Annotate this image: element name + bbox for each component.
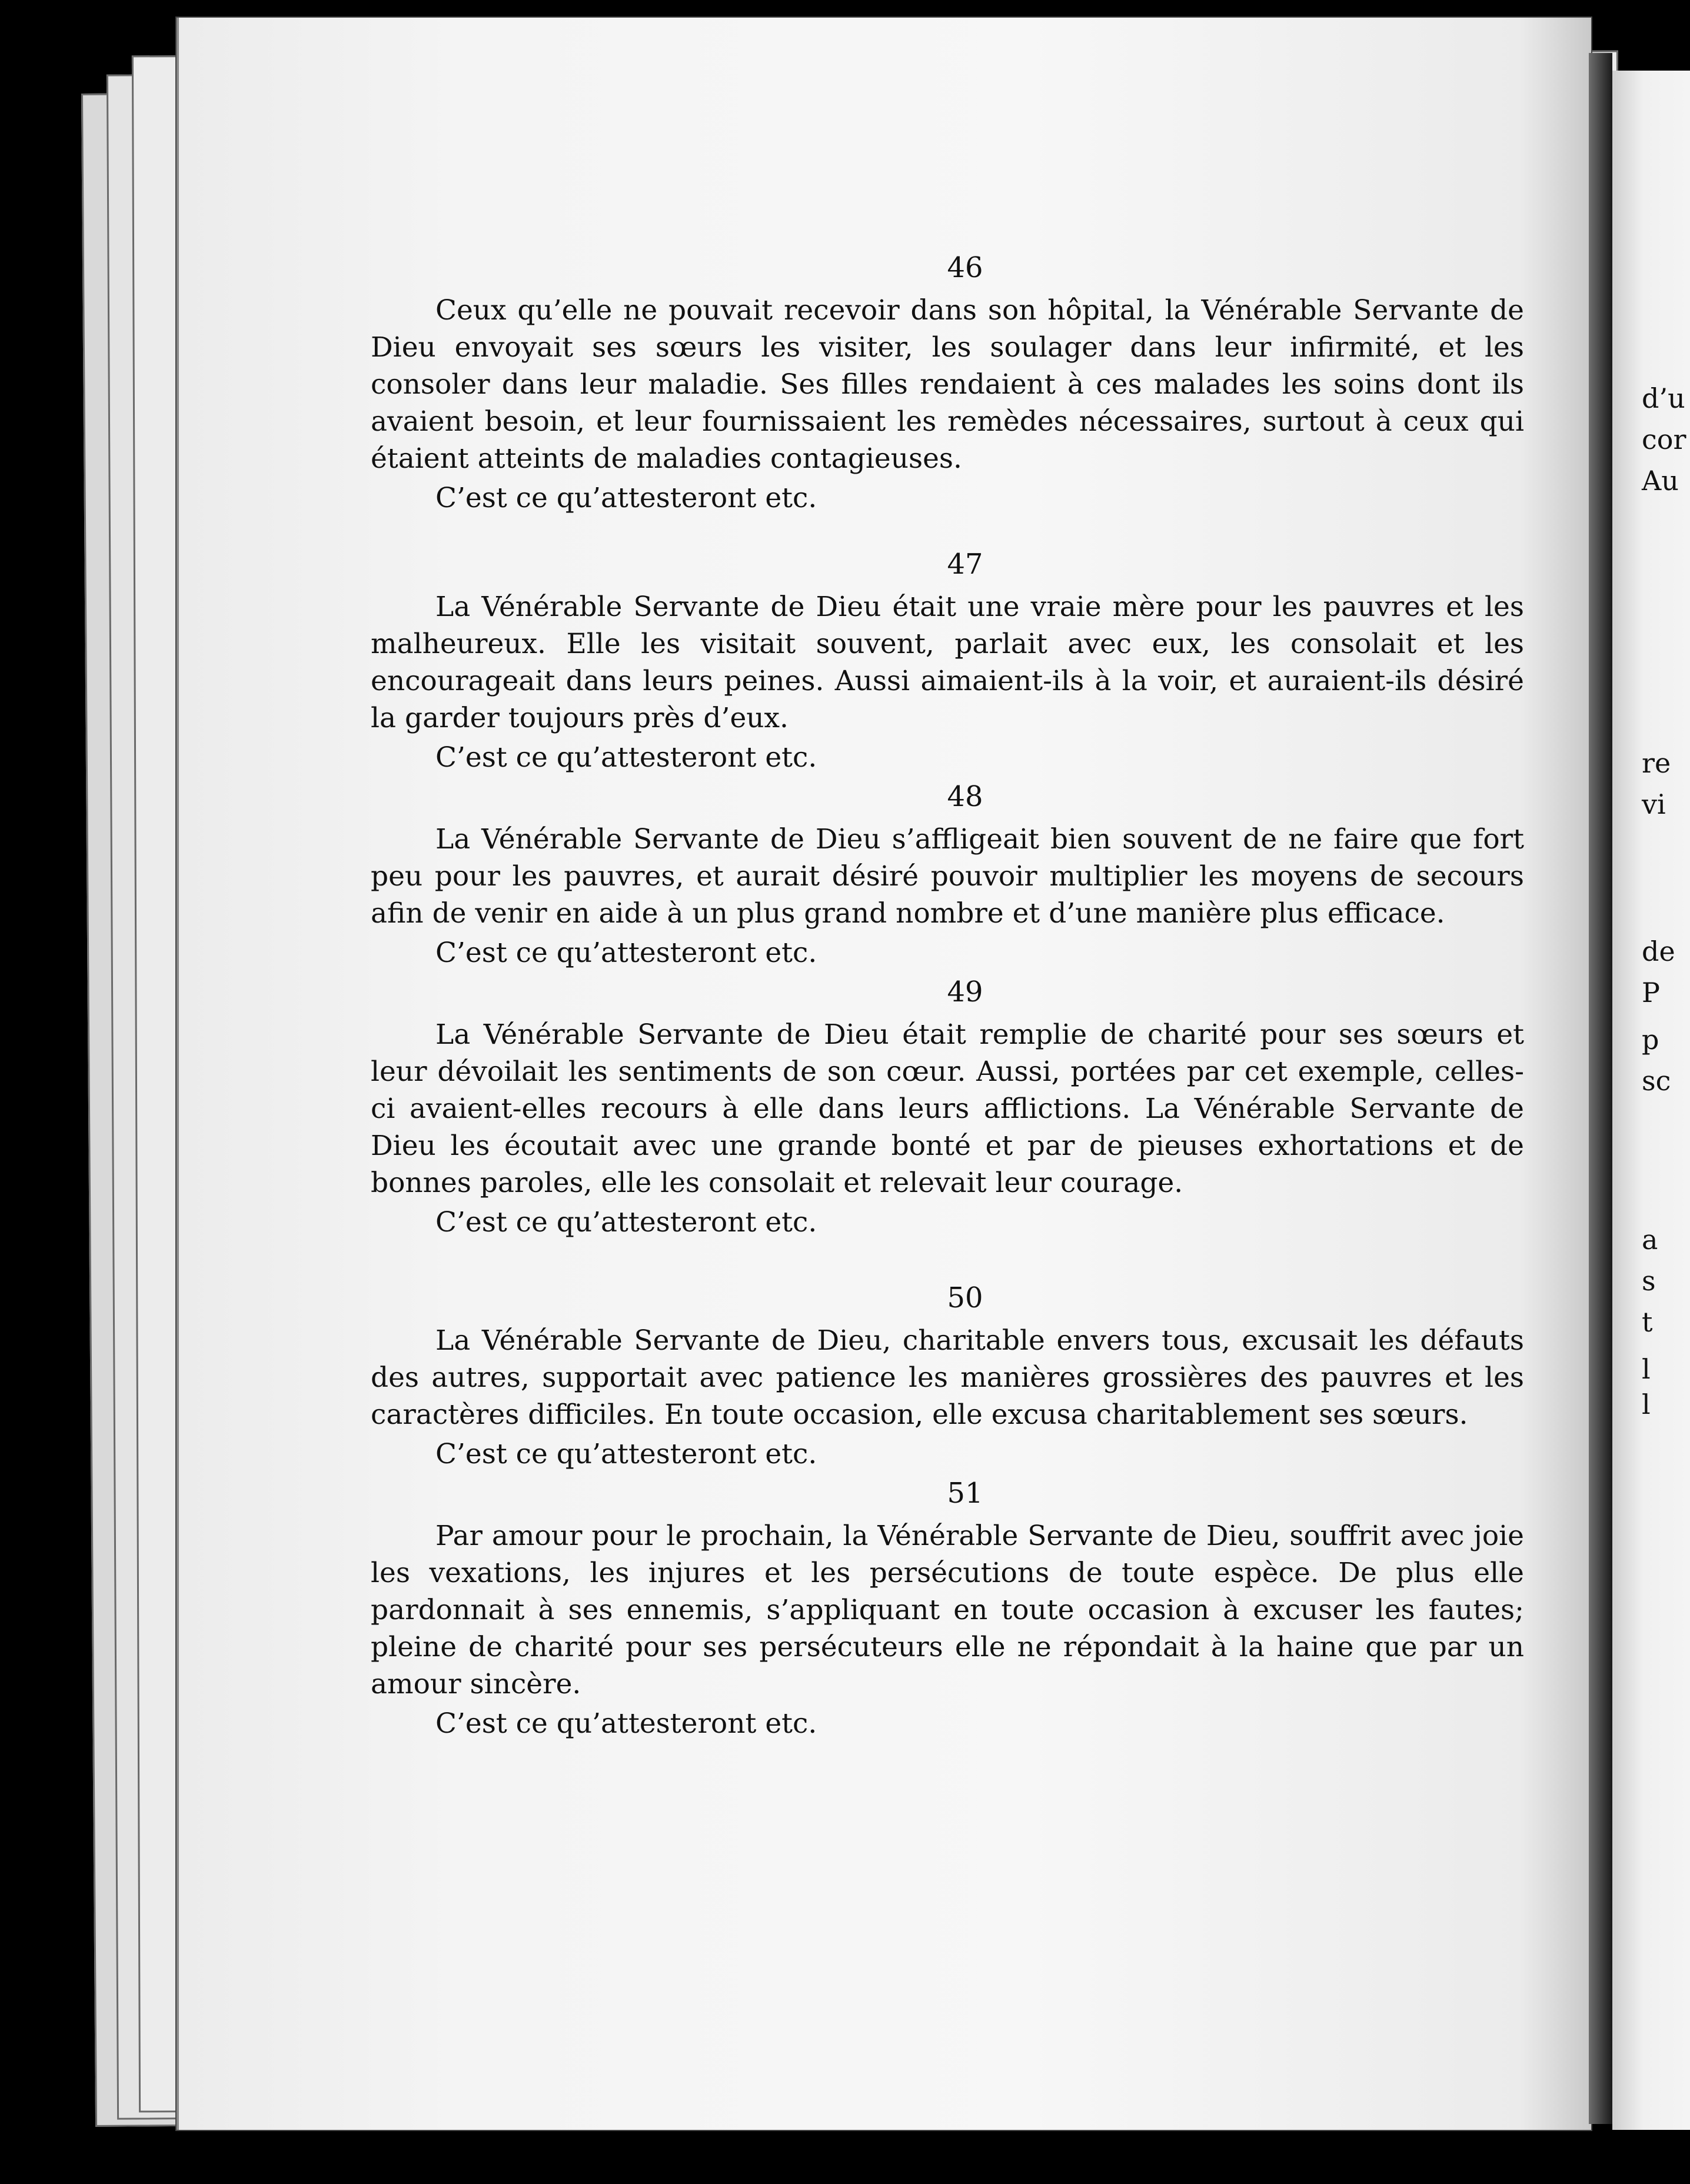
article-48 <box>371 776 1524 971</box>
facing-page-fragment: sc <box>1642 1065 1671 1097</box>
facing-page-fragment: a <box>1642 1224 1658 1256</box>
attestation-line: C’est ce qu’attesteront etc. <box>435 1707 817 1740</box>
article-number: 48 <box>947 780 983 813</box>
facing-page-fragment: re <box>1642 747 1671 779</box>
facing-page-fragment: t <box>1642 1306 1653 1338</box>
article-49 <box>371 971 1524 1241</box>
attestation-line: C’est ce qu’attesteront etc. <box>435 937 817 969</box>
article-number: 51 <box>947 1477 983 1510</box>
facing-page <box>1612 71 1690 2130</box>
facing-page-fragment: d’u <box>1642 382 1685 414</box>
article-46 <box>371 247 1524 517</box>
facing-page-fragment: vi <box>1642 788 1666 820</box>
facing-page-fragment: cor <box>1642 424 1686 455</box>
facing-page-fragment: l <box>1642 1389 1651 1420</box>
facing-page-fragment: P <box>1642 977 1660 1008</box>
facing-page-fragment: s <box>1642 1265 1656 1297</box>
facing-page-fragment: p <box>1642 1024 1659 1056</box>
attestation-line: C’est ce qu’attesteront etc. <box>435 1438 817 1470</box>
article-text: La Vénérable Servante de Dieu était remplie de charité pour ses sœurs et leur dévoilait les sentiments de son cœur. Aussi, portées par cet exemple, celles-ci avaient-elles recours à elle dans leurs afflictions. La Vénérable Servante de Dieu les écoutait avec une grande bonté et par de pieuses exhortations et de bonnes paroles, elle les consolait et relevait leur courage. <box>371 1018 1524 1199</box>
facing-page-fragment: de <box>1642 935 1675 967</box>
article-number: 47 <box>947 548 983 581</box>
article-text: La Vénérable Servante de Dieu, charitable envers tous, excusait les défauts des autres, supportait avec patience les manières grossières des pauvres et les caractères difficiles. En toute occasion, elle excusa charitablement ses sœurs. <box>371 1324 1524 1431</box>
attestation-line: C’est ce qu’attesteront etc. <box>435 482 817 514</box>
article-text: La Vénérable Servante de Dieu s’affligeait bien souvent de ne faire que fort peu pour les pauvres, et aurait désiré pouvoir multiplier les moyens de secours afin de venir en aide à un plus grand nombre et d’une manière plus efficace. <box>371 823 1524 930</box>
book-gutter <box>1589 53 1612 2124</box>
facing-page-fragment: Au <box>1642 465 1679 497</box>
article-text: Par amour pour le prochain, la Vénérable Servante de Dieu, souffrit avec joie les vexations, les injures et les persécutions de toute espèce. De plus elle pardonnait à ses ennemis, s’appliquant en toute occasion à excuser les fautes; pleine de charité pour ses persécuteurs elle ne répondait à la haine que par un amour sincère. <box>371 1520 1524 1700</box>
facing-page-fragment: l <box>1642 1353 1651 1385</box>
attestation-line: C’est ce qu’attesteront etc. <box>435 1206 817 1239</box>
article-51 <box>371 1473 1524 1742</box>
article-50 <box>371 1277 1524 1473</box>
article-47 <box>371 544 1524 776</box>
article-text: Ceux qu’elle ne pouvait recevoir dans son hôpital, la Vénérable Servante de Dieu envoyait ses sœurs les visiter, les soulager dans leur infirmité, et les consoler dans leur maladie. Ses filles rendaient à ces malades les soins dont ils avaient besoin, et leur fournissaient les remèdes nécessaires, surtout à ceux qui étaient atteints de maladies contagieuses. <box>371 294 1524 475</box>
article-number: 50 <box>947 1281 983 1314</box>
article-number: 46 <box>947 251 983 284</box>
article-number: 49 <box>947 976 983 1008</box>
article-text: La Vénérable Servante de Dieu était une vraie mère pour les pauvres et les malheureux. Elle les visitait souvent, parlait avec eux, les consolait et les encourageait dans leurs peines. Aussi aimaient-ils à la voir, et auraient-ils désiré la garder toujours près d’eux. <box>371 591 1524 734</box>
page-text-block <box>371 247 1524 1742</box>
attestation-line: C’est ce qu’attesteront etc. <box>435 741 817 774</box>
